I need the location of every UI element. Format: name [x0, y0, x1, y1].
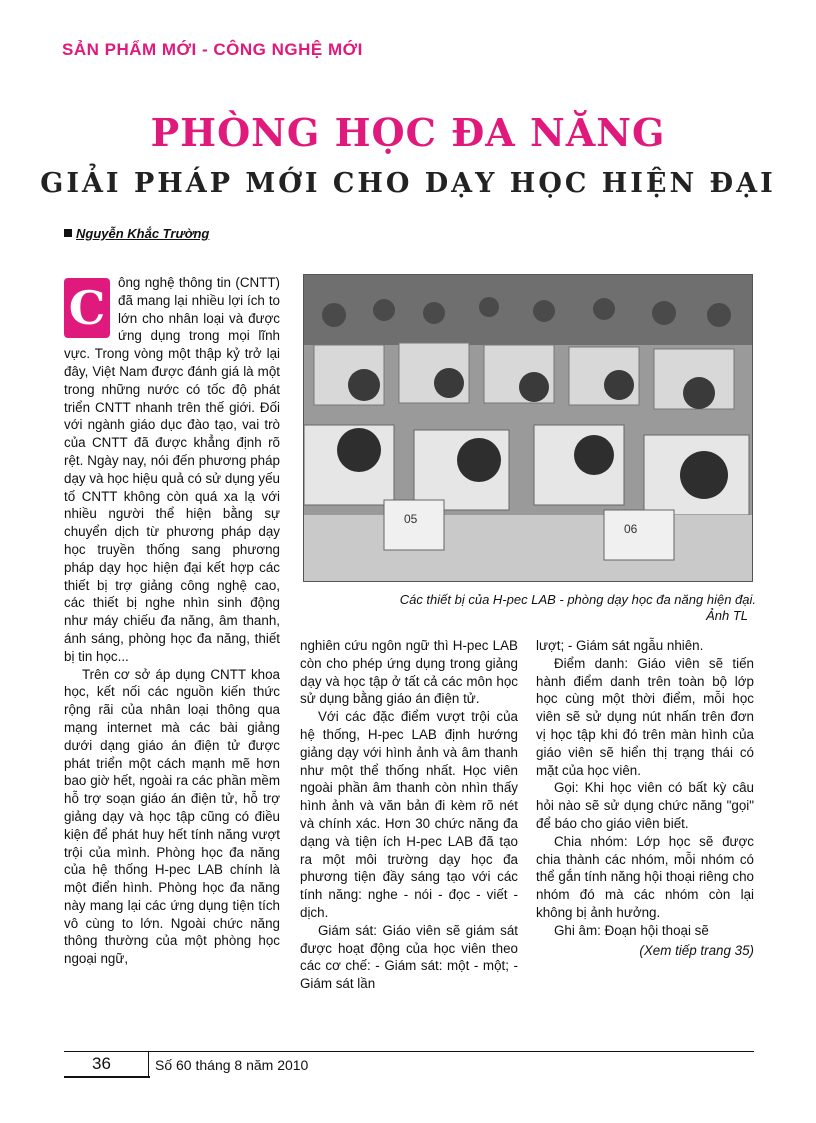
author-name: Nguyễn Khắc Trường — [76, 226, 210, 241]
booth-label: 05 — [404, 512, 418, 526]
footer-divider — [148, 1051, 149, 1078]
continued-link[interactable]: (Xem tiếp trang 35) — [639, 942, 754, 958]
caption-text: Các thiết bị của H-pec LAB - phòng dạy học đa năng hiện đại. — [399, 592, 756, 607]
paragraph: Chia nhóm: Lớp học sẽ được chia thành các nhóm, mỗi nhóm có thể gắn tính năng hội thoại riêng cho nhóm đó mà các nhóm còn lại không bị ảnh hưởng. — [536, 833, 754, 920]
figure-caption — [300, 592, 756, 624]
bullet-square-icon — [64, 229, 72, 237]
footer-rule-thick — [64, 1076, 150, 1078]
classroom-photo — [303, 274, 753, 582]
article-subtitle: GIẢI PHÁP MỚI CHO DẠY HỌC HIỆN ĐẠI — [40, 168, 776, 199]
paragraph: Giám sát: Giáo viên sẽ giám sát được hoạt động của học viên theo các cơ chế: - Giám sát: một - một; - Giám sát lần — [300, 922, 518, 992]
paragraph: Điểm danh: Giáo viên sẽ tiến hành điểm danh trên toàn bộ lớp học cùng một thời điểm, mỗi học viên sẽ sử dụng nút nhấn trên đơn vị học tập khi đó trên màn hình của giáo viên sẽ hiển thị trạng thái có mặt của học viên. — [536, 655, 754, 778]
text-column-3 — [536, 637, 754, 959]
paragraph: nghiên cứu ngôn ngữ thì H-pec LAB còn cho phép ứng dụng trong giảng dạy và học tập ở tất cả các môn học sử dụng bằng giáo án điện tử. — [300, 638, 518, 707]
article-title: PHÒNG HỌC ĐA NĂNG — [150, 110, 666, 155]
booth-label: 06 — [624, 522, 638, 536]
page-number: 36 — [92, 1054, 111, 1073]
paragraph: lượt; - Giám sát ngẫu nhiên. — [536, 638, 704, 653]
author-byline — [64, 226, 209, 241]
footer-rule — [64, 1051, 754, 1052]
paragraph: Với các đặc điểm vượt trội của hệ thống, H-pec LAB định hướng giảng dạy với hình ảnh và âm thanh như một thể thống nhất. Học viên ngoài phần âm thanh còn nhìn thấy hình ảnh và văn bản đi kèm rõ nét và chính xác. Hơn 30 chức năng đa dạng và tiện ích H-pec LAB đã tạo ra một môi trường dạy học đa phương tiện đầy sáng tạo với các tính năng: nghe - nói - đọc - viết - dịch. — [300, 709, 518, 920]
issue-info: Số 60 tháng 8 năm 2010 — [155, 1057, 309, 1073]
language-lab-illustration — [304, 275, 753, 582]
paragraph: Ghi âm: Đoạn hội thoại sẽ — [554, 922, 709, 938]
photo-credit: Ảnh TL — [706, 608, 748, 623]
text-column-1 — [64, 274, 280, 968]
paragraph: Gọi: Khi học viên có bất kỳ câu hỏi nào sẽ sử dụng chức năng "gọi" để báo cho giáo viên biết. — [536, 780, 754, 831]
section-label: SẢN PHẨM MỚI - CÔNG NGHỆ MỚI — [62, 40, 363, 59]
drop-cap: C — [64, 278, 110, 338]
paragraph: ông nghệ thông tin (CNTT) đã mang lại nhiều lợi ích to lớn cho nhân loại và được ứng dụng trong mọi lĩnh vực. Trong vòng một thập kỷ trở lại đây, Việt Nam được đánh giá là một trong những nước có tốc độ phát triển CNTT nhanh trên thế giới. Đối với ngành giáo dục đào tạo, vai trò của CNTT đã được khẳng định rõ rệt. Ngày nay, nói đến phương pháp dạy và học hiệu quả có sử dụng yếu tố CNTT không còn quá xa lạ với nhiều người thể hiện bằng sự chuyển dịch từ phương pháp dạy học truyền thống sang phương pháp dạy học hiện đại kết hợp các thiết bị trợ giảng công nghệ cao, các thiết bị nghe nhìn sinh động như máy chiếu đa năng, âm thanh, ánh sáng, phòng học đa năng, thiết bị tin học... — [64, 275, 280, 664]
paragraph: Trên cơ sở áp dụng CNTT khoa học, kết nối các nguồn kiến thức rộng rãi của nhân loại thông qua mạng internet mà các bài giảng dưới dạng giáo án điện tử được phát triển một cách mạnh mẽ hơn bao giờ hết, ngoài ra các phần mềm hỗ trợ soạn giáo án điện tử, hỗ trợ giảng dạy và học tập cũng có điều kiện để phát huy hết tính năng vượt trội của mình. Phòng học đa năng của hệ thống H-pec LAB chính là một điển hình. Phòng học đa năng này mang lại các ứng dụng tiện tích vô cùng to lớn. Ngoài chức năng thông thường của một phòng học ngoại ngữ, — [64, 666, 280, 967]
text-column-2 — [300, 637, 518, 993]
